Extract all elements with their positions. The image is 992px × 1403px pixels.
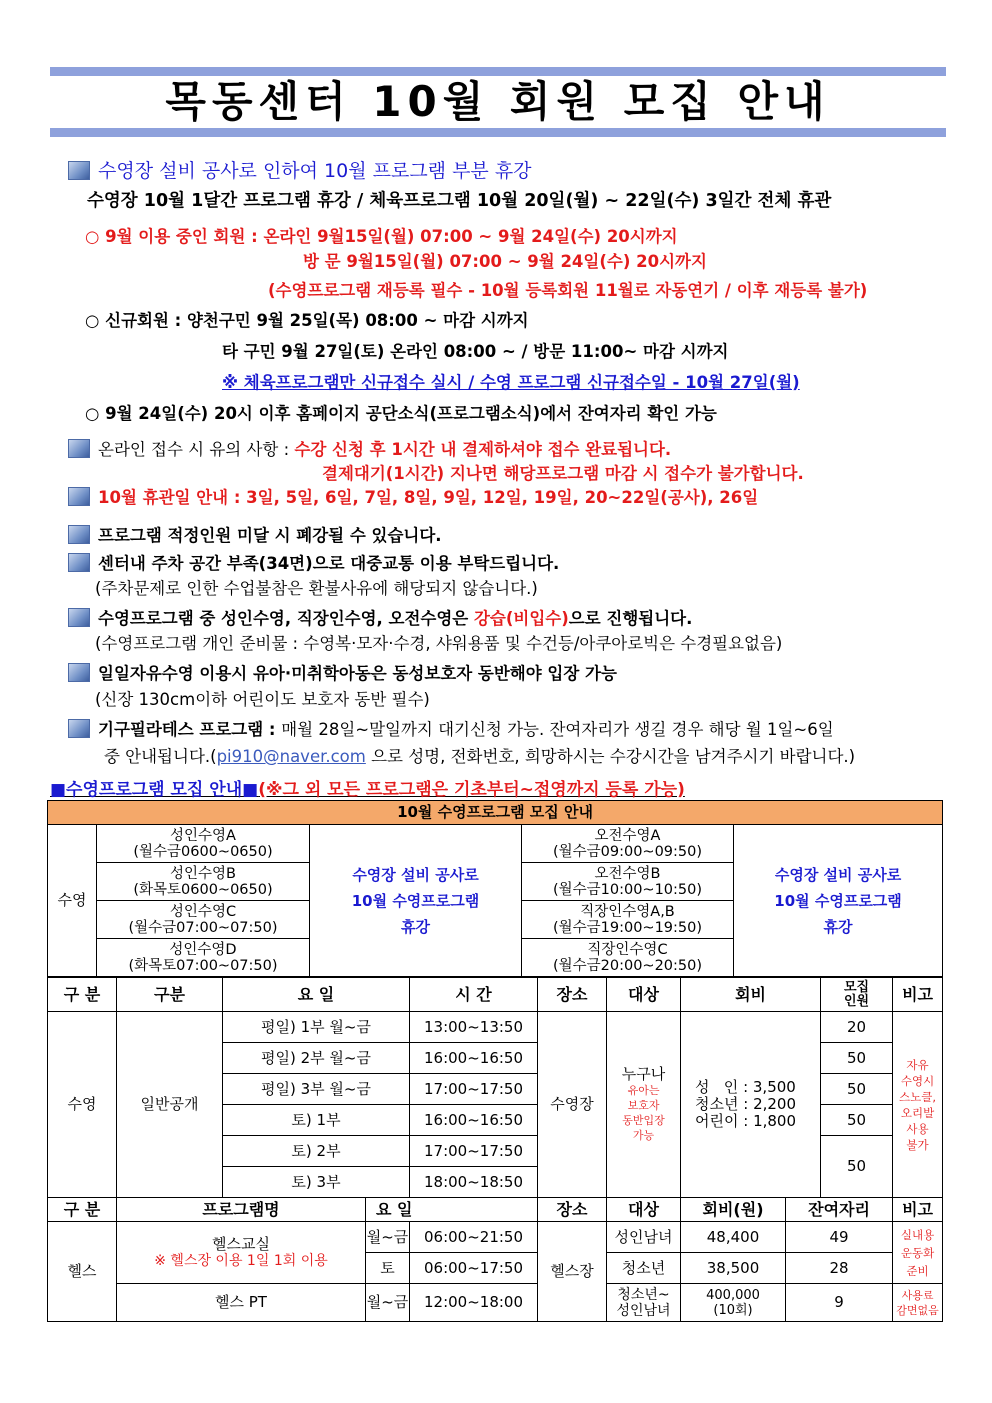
session-time: 13:00~13:50 <box>410 1012 538 1043</box>
closed-note-right <box>734 825 943 977</box>
target-sub: 유아는 보호자 동반입장 가능 <box>622 1084 665 1142</box>
swim-row-label: 수영 <box>48 825 97 977</box>
square-bullet-icon <box>68 553 90 572</box>
swim-table-title: 10월 수영프로그램 모집 안내 <box>48 801 943 825</box>
class-name: 성인수영A <box>170 827 236 844</box>
class-morning-b <box>522 863 734 901</box>
parking-text: 센터내 주차 공간 부족(34면)으로 대중교통 이용 부탁드립니다. <box>98 554 560 573</box>
class-time: (화목토0600~0650) <box>133 881 273 898</box>
health-day: 토 <box>366 1253 410 1284</box>
col-header: 시 간 <box>410 978 538 1012</box>
closed-note-left <box>310 825 522 977</box>
free-swim-note: 자유 수영시 스노클, 오리발 사용 불가 <box>893 1012 943 1198</box>
session-cap: 50 <box>821 1074 893 1105</box>
class-name: 성인수영D <box>169 941 237 958</box>
class-adult-d <box>97 939 310 977</box>
class-name: 오전수영A <box>594 827 661 844</box>
pilates-text-b2: 으로 성명, 전화번호, 희망하시는 수강시간을 남겨주시기 바랍니다.) <box>365 747 856 766</box>
swim-lesson-text-b: 으로 진행됩니다. <box>568 609 693 628</box>
notice-pilates <box>68 719 834 741</box>
notice-min-enrollment <box>68 525 442 547</box>
health-day: 월~금 <box>366 1284 410 1322</box>
health-program-1 <box>117 1222 366 1284</box>
square-bullet-icon <box>68 608 90 627</box>
col-header: 요 일 <box>223 978 410 1012</box>
parking-sub: (주차문제로 인한 수업불참은 환불사유에 해당되지 않습니다.) <box>95 579 538 598</box>
notice-free-swim <box>68 663 617 685</box>
notice-existing-online: ○ 9월 이용 중인 회원 : 온라인 9월15일(월) 07:00 ~ 9월 24일(수) 20시까지 <box>85 227 678 246</box>
notice-online-caution <box>68 439 671 461</box>
swim-lesson-text-a: 수영프로그램 중 성인수영, 직장인수영, 오전수영은 <box>98 609 474 628</box>
col-header: 비고 <box>893 978 943 1012</box>
min-enrollment-text: 프로그램 적정인원 미달 시 폐강될 수 있습니다. <box>98 526 442 545</box>
health-fee: 48,400 <box>681 1222 786 1253</box>
notice-construction-heading: 수영장 설비 공사로 인하여 10월 프로그램 부분 휴강 <box>98 160 532 182</box>
class-time: (월수금07:00~07:50) <box>128 919 278 936</box>
target-main: 누구나 <box>621 1065 666 1083</box>
health-program-2: 헬스 PT <box>117 1284 366 1322</box>
closed-note-line: 휴강 <box>401 917 430 936</box>
swim-program-heading-b: (※그 외 모든 프로그램은 기초부터~접영까지 등록 가능) <box>258 780 685 800</box>
health-time: 06:00~21:50 <box>410 1222 538 1253</box>
title-bottom-bar <box>50 128 946 137</box>
class-time: (월수금0600~0650) <box>133 843 273 860</box>
class-time: (월수금09:00~09:50) <box>552 843 703 860</box>
closed-note-line: 10월 수영프로그램 <box>351 891 480 910</box>
session-cap: 50 <box>821 1136 893 1198</box>
session-time: 17:00~17:50 <box>410 1136 538 1167</box>
closed-note-line: 수영장 설비 공사로 <box>774 865 902 884</box>
health-time: 06:00~17:50 <box>410 1253 538 1284</box>
page-title: 목동센터 10월 회원 모집 안내 <box>165 77 831 126</box>
fee-line: 어린이 : 1,800 <box>695 1112 797 1130</box>
class-name: 직장인수영A,B <box>580 903 675 920</box>
health-remaining: 9 <box>786 1284 893 1322</box>
closed-note-line: 10월 수영프로그램 <box>774 891 902 910</box>
class-adult-a <box>97 825 310 863</box>
notice-new-other: 타 구민 9월 27일(토) 온라인 08:00 ~ / 방문 11:00~ 마감 시까지 <box>222 342 729 361</box>
class-time: (월수금19:00~19:50) <box>552 919 703 936</box>
pilates-text-a: 매월 28일~말일까지 대기신청 가능. 잔여자리가 생길 경우 해당 월 1일~6일 <box>281 720 834 739</box>
class-time: (월수금20:00~20:50) <box>552 957 703 974</box>
free-swim-target <box>607 1012 681 1198</box>
notice-reregister: (수영프로그램 재등록 필수 - 10월 등록회원 11월로 자동연기 / 이후 재등록 불가) <box>268 281 868 300</box>
swim-closed-table <box>47 800 943 977</box>
col-header: 구 분 <box>48 978 117 1012</box>
free-swim-sub: (신장 130cm이하 어린이도 보호자 동반 필수) <box>95 690 430 709</box>
notice-construction <box>68 160 532 182</box>
session-time: 18:00~18:50 <box>410 1167 538 1198</box>
online-caution-text-2: 결제대기(1시간) 지나면 해당프로그램 마감 시 접수가 불가합니다. <box>322 464 804 483</box>
pilates-email-link[interactable]: pi910@naver.com <box>216 747 366 766</box>
class-worker-ab <box>522 901 734 939</box>
notice-new-swim-date: ※ 체육프로그램만 신규접수 실시 / 수영 프로그램 신규접수일 - 10월 27일(월) <box>222 373 800 392</box>
health-remaining: 28 <box>786 1253 893 1284</box>
col-header: 대상 <box>607 978 681 1012</box>
notice-closed-days <box>68 487 758 509</box>
free-swim-row-label: 수영 <box>48 1012 117 1198</box>
session-day: 토) 1부 <box>223 1105 410 1136</box>
col-header: 비고 <box>893 1198 943 1222</box>
col-header: 요 일 <box>366 1198 538 1222</box>
pilates-text-b1: 중 안내됩니다.( <box>104 747 217 766</box>
session-time: 16:00~16:50 <box>410 1105 538 1136</box>
health-note-2: 사용료 감면없음 <box>893 1284 943 1322</box>
health-note-1: 실내용 운동화 준비 <box>893 1222 943 1284</box>
schedule-table <box>47 977 943 1322</box>
class-name: 성인수영C <box>169 903 237 920</box>
health-target: 성인남녀 <box>607 1222 681 1253</box>
col-header: 대상 <box>607 1198 681 1222</box>
class-time: (월수금10:00~10:50) <box>552 881 703 898</box>
session-day: 토) 3부 <box>223 1167 410 1198</box>
closed-days-text: 10월 휴관일 안내 : 3일, 5일, 6일, 7일, 8일, 9일, 12일, 19일, 20~22일(공사), 26일 <box>98 488 759 507</box>
closed-note-line: 휴강 <box>823 917 853 936</box>
notice-swim-lesson <box>68 608 692 630</box>
health-target: 청소년~ 성인남녀 <box>607 1284 681 1322</box>
col-header: 구 분 <box>48 1198 117 1222</box>
free-swim-type: 일반공개 <box>117 1012 223 1198</box>
program-name: 헬스교실 <box>212 1234 270 1253</box>
square-bullet-icon <box>68 161 90 180</box>
notice-remaining-seats: ○ 9월 24일(수) 20시 이후 홈페이지 공단소식(프로그램소식)에서 잔여자리 확인 가능 <box>85 404 717 423</box>
health-row-label: 헬스 <box>48 1222 117 1322</box>
square-bullet-icon <box>68 487 90 506</box>
square-bullet-icon <box>68 719 90 738</box>
square-bullet-icon <box>68 663 90 682</box>
swim-lesson-sub: (수영프로그램 개인 준비물 : 수영복·모자·수경, 샤워용품 및 수건등/아쿠아로빅은 수경필요없음) <box>95 634 783 653</box>
notice-construction-sub: 수영장 10월 1달간 프로그램 휴강 / 체육프로그램 10월 20일(월) ~ 22일(수) 3일간 전체 휴관 <box>87 191 832 211</box>
health-target: 청소년 <box>607 1253 681 1284</box>
health-fee: 38,500 <box>681 1253 786 1284</box>
closed-note-line: 수영장 설비 공사로 <box>352 865 479 884</box>
health-day: 월~금 <box>366 1222 410 1253</box>
fee-line: 성 인 : 3,500 <box>695 1078 796 1096</box>
class-worker-c <box>522 939 734 977</box>
session-time: 17:00~17:50 <box>410 1074 538 1105</box>
session-cap: 20 <box>821 1012 893 1043</box>
col-header: 구분 <box>117 978 223 1012</box>
notice-existing-visit: 방 문 9월15일(월) 07:00 ~ 9월 24일(수) 20시까지 <box>303 252 707 271</box>
swim-program-heading-a: ■수영프로그램 모집 안내■ <box>50 780 259 800</box>
col-header: 잔여자리 <box>786 1198 893 1222</box>
col-header: 회비(원) <box>681 1198 786 1222</box>
class-name: 오전수영B <box>594 865 661 882</box>
class-name: 성인수영B <box>170 865 236 882</box>
online-caution-label: 온라인 접수 시 유의 사항 : <box>98 440 295 459</box>
class-morning-a <box>522 825 734 863</box>
session-day: 토) 2부 <box>223 1136 410 1167</box>
online-caution-text-1: 수강 신청 후 1시간 내 결제하셔야 접수 완료됩니다. <box>294 440 672 459</box>
fee-line: 청소년 : 2,200 <box>695 1095 797 1113</box>
session-day: 평일) 3부 월~금 <box>223 1074 410 1105</box>
pilates-heading: 기구필라테스 프로그램 : <box>98 720 282 739</box>
health-place: 헬스장 <box>538 1222 607 1322</box>
free-swim-place: 수영장 <box>538 1012 607 1198</box>
notice-parking <box>68 553 559 575</box>
free-swim-fee <box>681 1012 821 1198</box>
square-bullet-icon <box>68 439 90 458</box>
square-bullet-icon <box>68 525 90 544</box>
health-remaining: 49 <box>786 1222 893 1253</box>
col-header: 모집 인원 <box>821 978 893 1012</box>
class-adult-b <box>97 863 310 901</box>
class-name: 직장인수영C <box>587 941 668 958</box>
class-time: (화목토07:00~07:50) <box>128 957 278 974</box>
health-time: 12:00~18:00 <box>410 1284 538 1322</box>
session-cap: 50 <box>821 1105 893 1136</box>
swim-program-heading <box>50 779 685 801</box>
program-note: ※ 헬스장 이용 1일 1회 이용 <box>154 1252 328 1269</box>
session-day: 평일) 1부 월~금 <box>223 1012 410 1043</box>
session-time: 16:00~16:50 <box>410 1043 538 1074</box>
col-header: 회비 <box>681 978 821 1012</box>
swim-lesson-text-red: 강습(비입수) <box>473 609 569 628</box>
col-header: 장소 <box>538 1198 607 1222</box>
col-header: 장소 <box>538 978 607 1012</box>
session-cap: 50 <box>821 1043 893 1074</box>
session-day: 평일) 2부 월~금 <box>223 1043 410 1074</box>
health-fee: 400,000 (10회) <box>681 1284 786 1322</box>
class-adult-c <box>97 901 310 939</box>
notice-new-local: ○ 신규회원 : 양천구민 9월 25일(목) 08:00 ~ 마감 시까지 <box>85 311 529 330</box>
col-header: 프로그램명 <box>117 1198 366 1222</box>
pilates-line-2 <box>104 746 855 768</box>
free-swim-text: 일일자유수영 이용시 유아·미취학아동은 동성보호자 동반해야 입장 가능 <box>98 664 617 683</box>
